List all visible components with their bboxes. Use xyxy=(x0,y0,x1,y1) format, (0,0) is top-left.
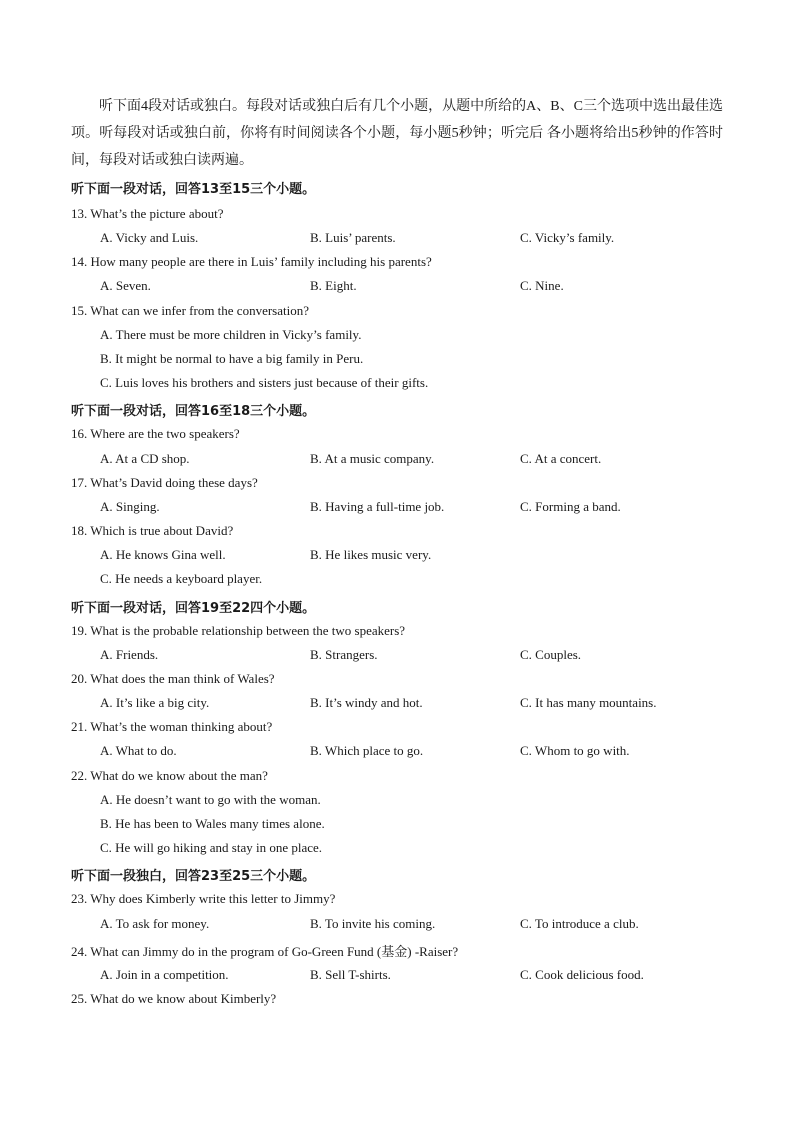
option-20c: C. It has many mountains. xyxy=(520,695,657,710)
option-17b: B. Having a full-time job. xyxy=(310,499,445,514)
option-13c: C. Vicky’s family. xyxy=(520,230,615,245)
question-20: 20. What does the man think of Wales? xyxy=(71,671,275,686)
option-24c: C. Cook delicious food. xyxy=(520,967,644,982)
option-22b: B. He has been to Wales many times alone. xyxy=(100,816,325,831)
option-18c: C. He needs a keyboard player. xyxy=(100,571,263,586)
option-21c: C. Whom to go with. xyxy=(520,743,630,758)
option-14a: A. Seven. xyxy=(100,278,151,293)
option-24b: B. Sell T-shirts. xyxy=(310,967,391,982)
option-13b: B. Luis’ parents. xyxy=(310,230,396,245)
question-18: 18. Which is true about David? xyxy=(71,523,234,538)
option-19a: A. Friends. xyxy=(100,647,159,662)
option-22c: C. He will go hiking and stay in one place. xyxy=(100,840,323,855)
option-22a: A. He doesn’t want to go with the woman. xyxy=(100,792,321,807)
question-22: 22. What do we know about the man? xyxy=(71,768,268,783)
question-16: 16. Where are the two speakers? xyxy=(71,426,240,441)
option-13a: A. Vicky and Luis. xyxy=(100,230,199,245)
option-23c: C. To introduce a club. xyxy=(520,916,639,931)
question-17: 17. What’s David doing these days? xyxy=(71,475,258,490)
instructions-paragraph: 听下面4段对话或独白。每段对话或独白后有几个小题，从题中所给的A、B、C三个选项中选出最佳选项。听每段对话或独白前，你将有时间阅读各个小题，每小题5秒钟；听完后 各小题将给出5秒钟的作答时间，每段对话或独白读两遍。 xyxy=(71,99,723,168)
option-16c: C. At a concert. xyxy=(520,451,602,466)
section-heading: 听下面一段对话，回答16至18三个小题。 xyxy=(71,404,316,419)
option-18a: A. He knows Gina well. xyxy=(100,547,226,562)
option-15b: B. It might be normal to have a big family in Peru. xyxy=(100,351,364,366)
section-heading: 听下面一段对话，回答13至15三个小题。 xyxy=(71,182,316,197)
option-16b: B. At a music company. xyxy=(310,451,435,466)
option-16a: A. At a CD shop. xyxy=(100,451,190,466)
option-23b: B. To invite his coming. xyxy=(310,916,436,931)
option-21a: A. What to do. xyxy=(100,743,177,758)
question-23: 23. Why does Kimberly write this letter to Jimmy? xyxy=(71,891,336,906)
option-17c: C. Forming a band. xyxy=(520,499,621,514)
option-20b: B. It’s windy and hot. xyxy=(310,695,423,710)
option-17a: A. Singing. xyxy=(100,499,160,514)
question-14: 14. How many people are there in Luis’ family including his parents? xyxy=(71,254,432,269)
option-15c: C. Luis loves his brothers and sisters just because of their gifts. xyxy=(100,375,429,390)
question-13: 13. What’s the picture about? xyxy=(71,206,224,221)
question-19: 19. What is the probable relationship between the two speakers? xyxy=(71,623,406,638)
option-21b: B. Which place to go. xyxy=(310,743,424,758)
question-24: 24. What can Jimmy do in the program of Go-Green Fund (基金) -Raiser? xyxy=(71,944,459,959)
option-14c: C. Nine. xyxy=(520,278,564,293)
option-15a: A. There must be more children in Vicky’s family. xyxy=(100,327,362,342)
option-23a: A. To ask for money. xyxy=(100,916,210,931)
question-25: 25. What do we know about Kimberly? xyxy=(71,991,277,1006)
option-24a: A. Join in a competition. xyxy=(100,967,229,982)
section-heading: 听下面一段独白，回答23至25三个小题。 xyxy=(71,869,316,884)
question-21: 21. What’s the woman thinking about? xyxy=(71,719,273,734)
option-19b: B. Strangers. xyxy=(310,647,378,662)
option-20a: A. It’s like a big city. xyxy=(100,695,210,710)
question-15: 15. What can we infer from the conversation? xyxy=(71,303,309,318)
option-14b: B. Eight. xyxy=(310,278,357,293)
section-heading: 听下面一段对话，回答19至22四个小题。 xyxy=(71,601,316,616)
option-19c: C. Couples. xyxy=(520,647,582,662)
option-18b: B. He likes music very. xyxy=(310,547,432,562)
